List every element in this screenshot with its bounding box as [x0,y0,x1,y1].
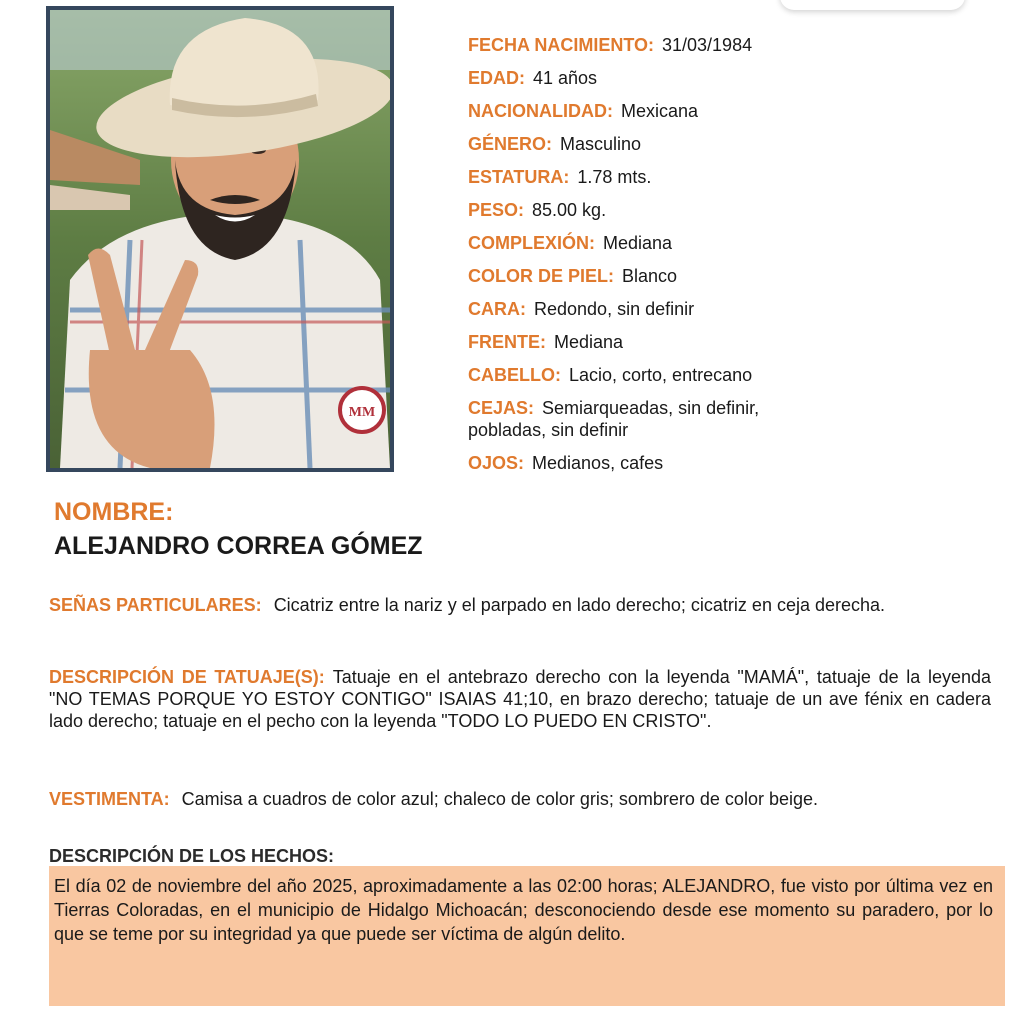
detail-label: CABELLO: [468,365,561,385]
tatuajes-label: DESCRIPCIÓN DE TATUAJE(S): [49,667,325,687]
detail-value: Masculino [560,134,642,154]
detail-label: FECHA NACIMIENTO: [468,35,654,55]
vestimenta-value: Camisa a cuadros de color azul; chaleco de color gris; sombrero de color beige. [181,789,818,809]
detail-value: Medianos, cafes [532,453,664,473]
detail-value: Mexicana [620,101,699,121]
person-name: ALEJANDRO CORREA GÓMEZ [54,532,423,560]
detail-label: GÉNERO: [468,134,553,154]
detail-fecha-nacimiento [468,34,988,67]
detail-complexion [468,232,988,265]
detail-cara [468,298,988,331]
person-photo [46,6,394,472]
detail-label: ESTATURA: [468,167,570,187]
vestimenta-label: VESTIMENTA: [49,789,170,809]
hechos-box [49,866,1005,1006]
detail-value: 31/03/1984 [662,35,753,55]
detail-frente [468,331,988,364]
senas-particulares [49,594,991,616]
detail-label: FRENTE: [468,332,546,352]
detail-genero [468,133,988,166]
detail-value: 41 años [533,68,598,88]
detail-color-piel [468,265,988,298]
detail-label: NACIONALIDAD: [468,101,613,121]
detail-cejas [468,397,818,452]
detail-value: Mediana [603,233,673,253]
hechos-value: El día 02 de noviembre del año 2025, aproximadamente a las 02:00 horas; ALEJANDRO, fue visto por última vez en Tierras Coloradas, en el municipio de Hidalgo Michoacán; desconociendo desde ese momento su paradero, por lo que se teme por su integridad ya que puede ser víctima de algún delito. [54,876,993,944]
detail-label: COLOR DE PIEL: [468,266,615,286]
detail-estatura [468,166,988,199]
detail-label: OJOS: [468,453,525,473]
detail-ojos [468,452,988,485]
senas-value: Cicatriz entre la nariz y el parpado en lado derecho; cicatriz en ceja derecha. [273,595,886,615]
detail-peso [468,199,988,232]
detail-value: Semiarqueadas, sin definir, pobladas, sin definir [468,398,760,440]
detail-cabello [468,364,988,397]
name-label: NOMBRE: [54,498,174,526]
detail-value: Mediana [554,332,624,352]
detail-label: CEJAS: [468,398,535,418]
detail-value: 1.78 mts. [577,167,652,187]
person-photo-illustration [50,10,390,468]
top-tab-shadow [780,0,965,10]
svg-text:MM: MM [348,405,376,420]
detail-label: CARA: [468,299,526,319]
vestimenta [49,788,991,810]
detail-label: EDAD: [468,68,525,88]
detail-value: 85.00 kg. [532,200,607,220]
detail-value: Blanco [622,266,678,286]
detail-value: Redondo, sin definir [534,299,695,319]
detail-edad [468,67,988,100]
tatuajes-description [49,666,991,732]
senas-label: SEÑAS PARTICULARES: [49,595,262,615]
hechos-label: DESCRIPCIÓN DE LOS HECHOS: [49,846,335,866]
detail-label: COMPLEXIÓN: [468,233,596,253]
details-list [468,34,988,485]
detail-label: PESO: [468,200,525,220]
detail-value: Lacio, corto, entrecano [569,365,753,385]
detail-nacionalidad [468,100,988,133]
tatuajes-value: Tatuaje en el antebrazo derecho con la leyenda "MAMÁ", tatuaje de la leyenda "NO TEMAS PORQUE YO ESTOY CONTIGO" ISAIAS 41;10, en brazo derecho; tatuaje de un ave fénix en cadera lado derecho; tatuaje en el pecho con la leyenda "TODO LO PUEDO EN CRISTO". [49,667,992,731]
